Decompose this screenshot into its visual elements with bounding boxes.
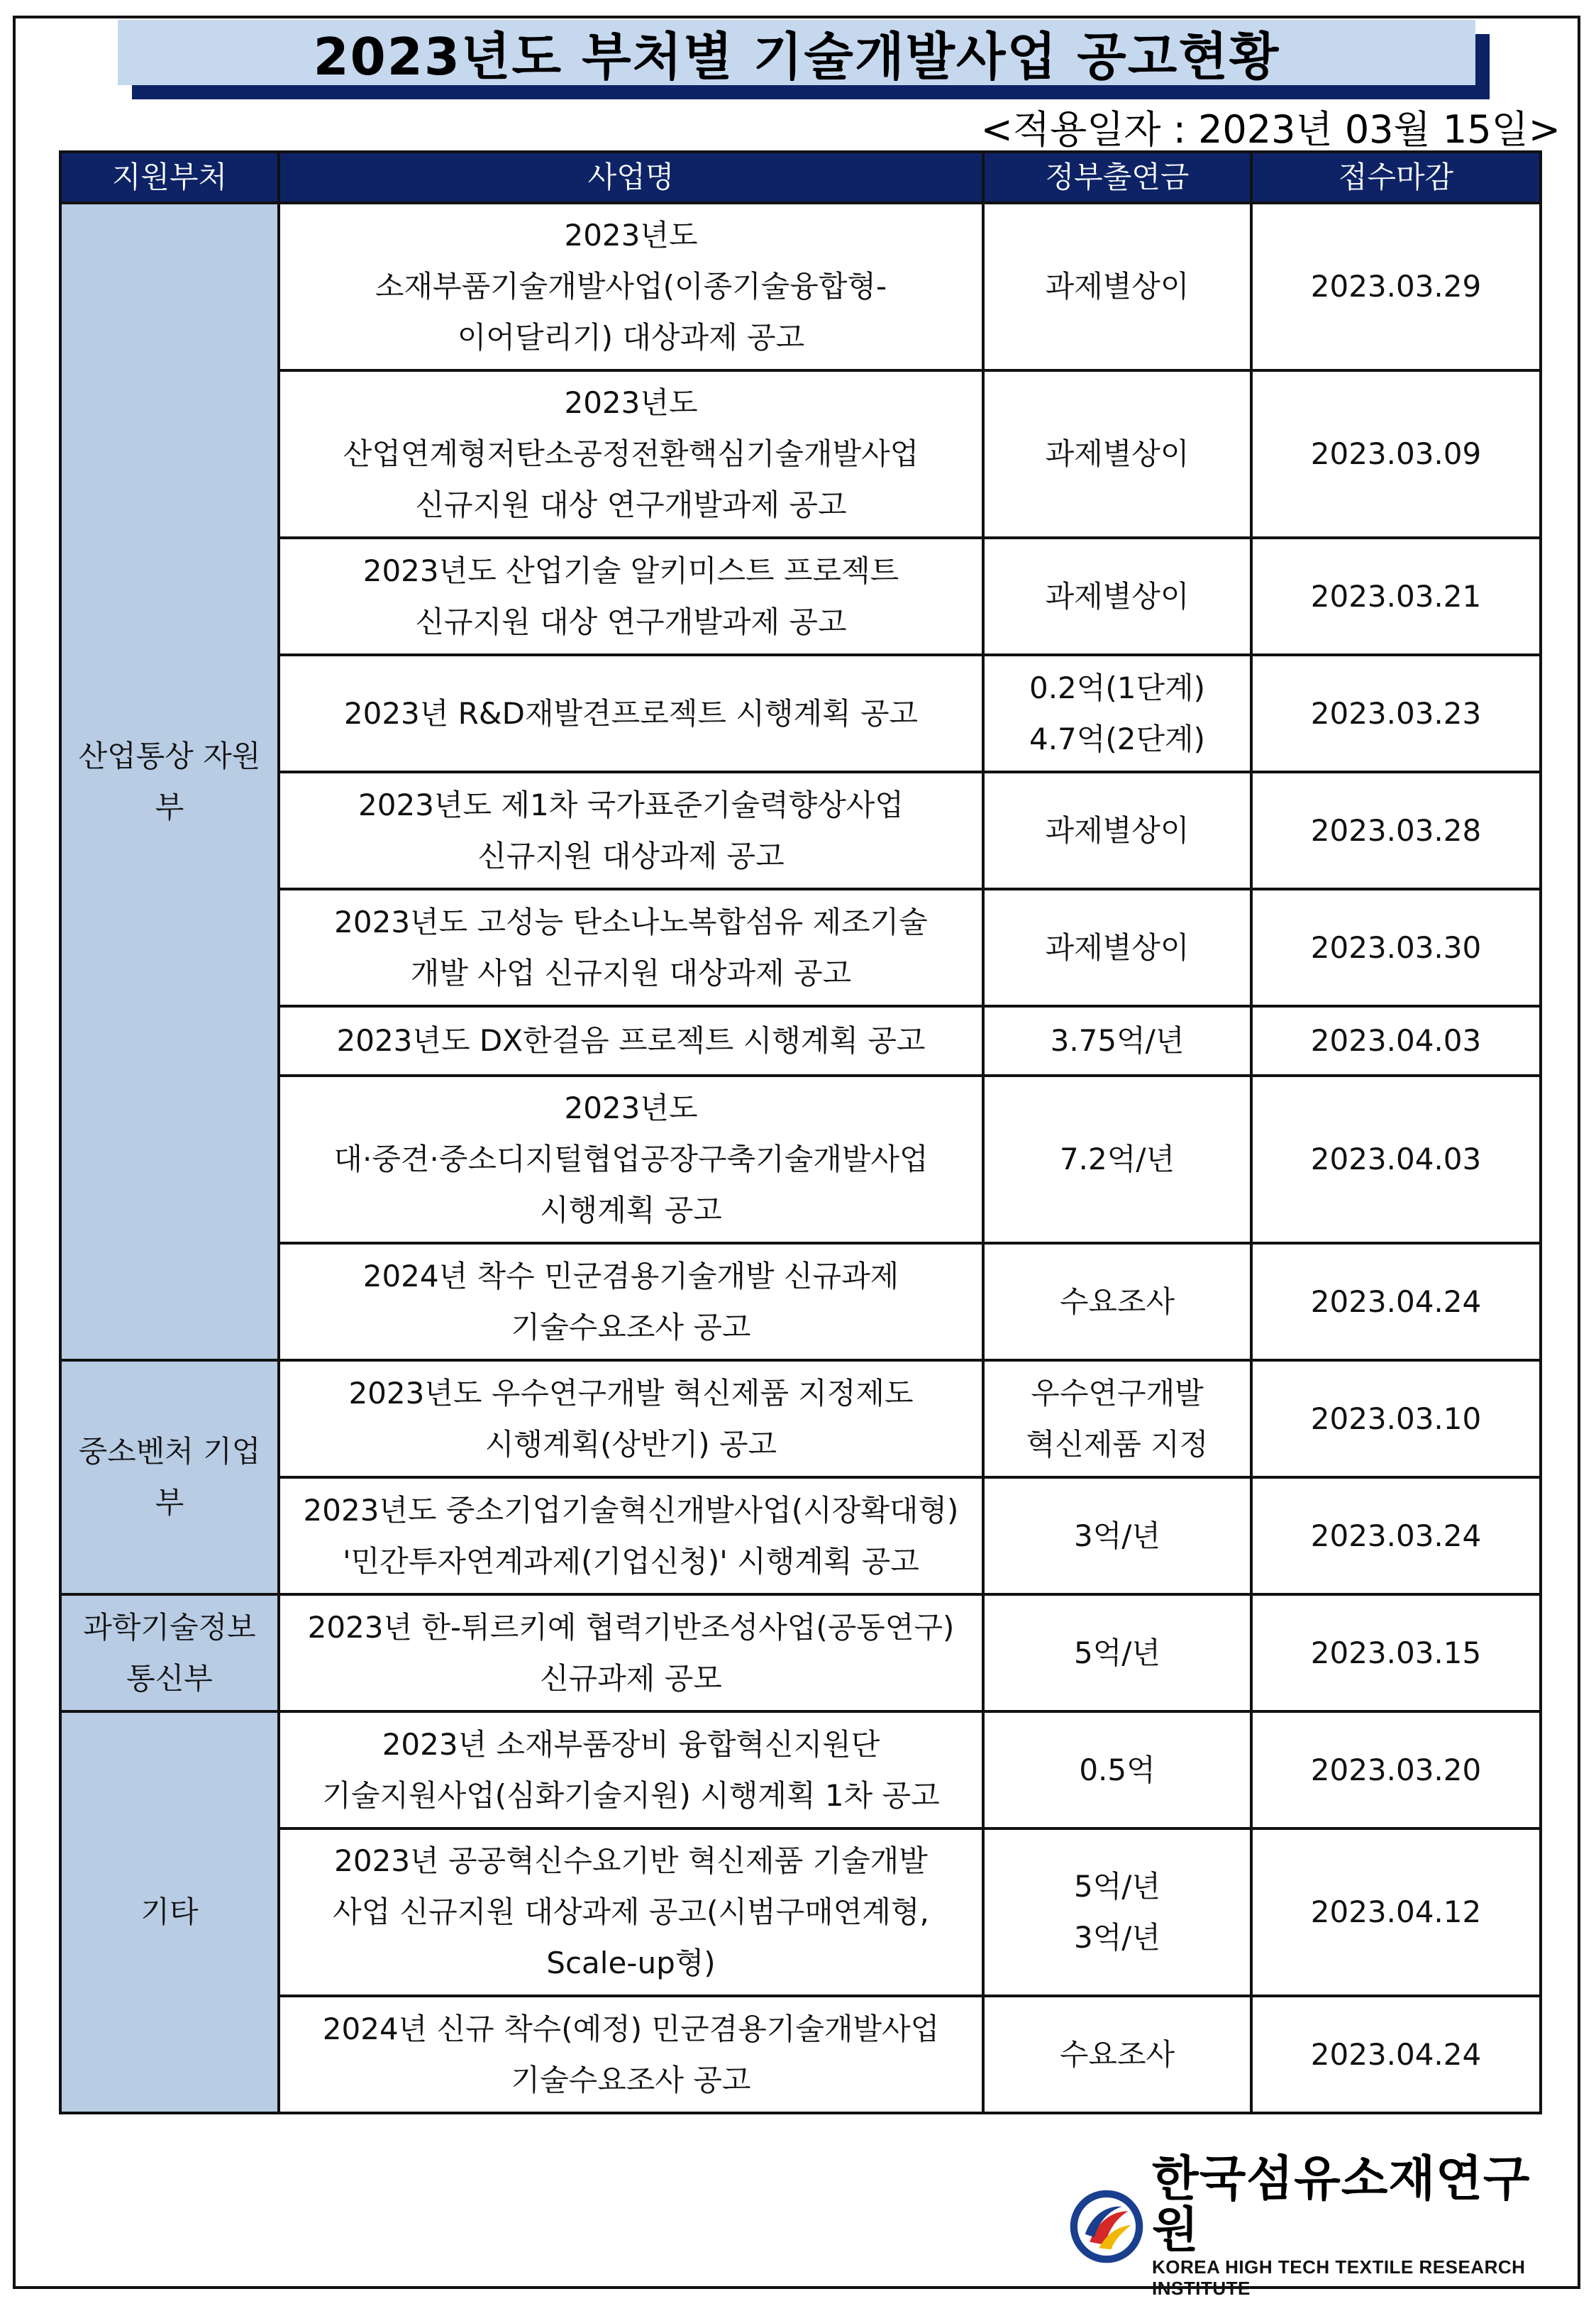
column-header-deadline: 접수마감	[1251, 152, 1541, 203]
deadline-cell: 2023.03.15	[1251, 1594, 1541, 1711]
project-name-cell: 2023년도 소재부품기술개발사업(이종기술융합형- 이어달리기) 대상과제 공고	[279, 203, 983, 370]
funding-cell: 과제별상이	[983, 889, 1251, 1006]
table-row	[60, 1006, 1541, 1076]
deadline-cell: 2023.04.03	[1251, 1006, 1541, 1076]
table-row	[60, 1594, 1541, 1711]
institute-logo	[1068, 2151, 1551, 2299]
deadline-cell: 2023.03.29	[1251, 203, 1541, 370]
dept-cell: 중소벤처 기업부	[60, 1360, 279, 1594]
dept-cell: 과학기술정보 통신부	[60, 1594, 279, 1711]
institute-name-korean: 한국섬유소재연구원	[1152, 2151, 1531, 2258]
deadline-cell: 2023.03.21	[1251, 538, 1541, 655]
funding-cell: 0.2억(1단계) 4.7억(2단계)	[983, 655, 1251, 772]
table-row	[60, 1076, 1541, 1243]
funding-cell: 과제별상이	[983, 370, 1251, 538]
project-name-cell: 2023년도 고성능 탄소나노복합섬유 제조기술 개발 사업 신규지원 대상과제 공고	[279, 889, 983, 1006]
funding-cell: 5억/년 3억/년	[983, 1828, 1251, 1996]
table-row	[60, 772, 1541, 889]
funding-cell: 수요조사	[983, 1996, 1251, 2113]
project-name-cell: 2023년도 산업기술 알키미스트 프로젝트 신규지원 대상 연구개발과제 공고	[279, 538, 983, 655]
dept-cell: 산업통상 자원부	[60, 203, 279, 1360]
deadline-cell: 2023.03.10	[1251, 1360, 1541, 1477]
deadline-cell: 2023.03.09	[1251, 370, 1541, 538]
table-row	[60, 1360, 1541, 1477]
table-header-row	[60, 152, 1541, 203]
deadline-cell: 2023.03.24	[1251, 1477, 1541, 1594]
project-name-cell: 2023년도 DX한걸음 프로젝트 시행계획 공고	[279, 1006, 983, 1076]
page-title: 2023년도 부처별 기술개발사업 공고현황	[313, 27, 1280, 87]
table-row	[60, 1996, 1541, 2113]
project-name-cell: 2023년도 산업연계형저탄소공정전환핵심기술개발사업 신규지원 대상 연구개발과제 공고	[279, 370, 983, 538]
funding-cell: 3억/년	[983, 1477, 1251, 1594]
project-name-cell: 2023년 공공혁신수요기반 혁신제품 기술개발 사업 신규지원 대상과제 공고(시범구매연계형, Scale-up형)	[279, 1828, 983, 1996]
project-name-cell: 2023년도 중소기업기술혁신개발사업(시장확대형) '민간투자연계과제(기업신청)' 시행계획 공고	[279, 1477, 983, 1594]
deadline-cell: 2023.03.30	[1251, 889, 1541, 1006]
project-name-cell: 2023년 R&D재발견프로젝트 시행계획 공고	[279, 655, 983, 772]
deadline-cell: 2023.04.12	[1251, 1828, 1541, 1996]
project-name-cell: 2023년도 대·중견·중소디지털협업공장구축기술개발사업 시행계획 공고	[279, 1076, 983, 1243]
funding-cell: 과제별상이	[983, 538, 1251, 655]
table-row	[60, 538, 1541, 655]
institute-name-english: KOREA HIGH TECH TEXTILE RESEARCH INSTITUTE	[1152, 2256, 1526, 2299]
column-header-name: 사업명	[279, 152, 983, 203]
project-name-cell: 2023년도 제1차 국가표준기술력향상사업 신규지원 대상과제 공고	[279, 772, 983, 889]
project-name-cell: 2023년도 우수연구개발 혁신제품 지정제도 시행계획(상반기) 공고	[279, 1360, 983, 1477]
announcement-table	[59, 150, 1542, 2114]
table-row	[60, 1828, 1541, 1996]
project-name-cell: 2024년 신규 착수(예정) 민군겸용기술개발사업 기술수요조사 공고	[279, 1996, 983, 2113]
funding-cell: 7.2억/년	[983, 1076, 1251, 1243]
funding-cell: 과제별상이	[983, 203, 1251, 370]
project-name-cell: 2023년 소재부품장비 융합혁신지원단 기술지원사업(심화기술지원) 시행계획 1차 공고	[279, 1711, 983, 1828]
deadline-cell: 2023.03.28	[1251, 772, 1541, 889]
funding-cell: 3.75억/년	[983, 1006, 1251, 1076]
column-header-dept: 지원부처	[60, 152, 279, 203]
deadline-cell: 2023.03.23	[1251, 655, 1541, 772]
dept-cell: 기타	[60, 1711, 279, 2113]
title-banner	[118, 20, 1475, 85]
funding-cell: 수요조사	[983, 1243, 1251, 1360]
deadline-cell: 2023.03.20	[1251, 1711, 1541, 1828]
table-row	[60, 1477, 1541, 1594]
funding-cell: 우수연구개발 혁신제품 지정	[983, 1360, 1251, 1477]
funding-cell: 5억/년	[983, 1594, 1251, 1711]
effective-date: <적용일자 : 2023년 03월 15일>	[980, 107, 1561, 152]
deadline-cell: 2023.04.24	[1251, 1243, 1541, 1360]
funding-cell: 0.5억	[983, 1711, 1251, 1828]
table-row	[60, 1711, 1541, 1828]
deadline-cell: 2023.04.24	[1251, 1996, 1541, 2113]
table-row	[60, 1243, 1541, 1360]
table-row	[60, 370, 1541, 538]
table-row	[60, 203, 1541, 370]
table-row	[60, 889, 1541, 1006]
table-row	[60, 655, 1541, 772]
institute-emblem-icon	[1068, 2188, 1145, 2265]
funding-cell: 과제별상이	[983, 772, 1251, 889]
deadline-cell: 2023.04.03	[1251, 1076, 1541, 1243]
project-name-cell: 2024년 착수 민군겸용기술개발 신규과제 기술수요조사 공고	[279, 1243, 983, 1360]
column-header-amount: 정부출연금	[983, 152, 1251, 203]
project-name-cell: 2023년 한-튀르키예 협력기반조성사업(공동연구) 신규과제 공모	[279, 1594, 983, 1711]
